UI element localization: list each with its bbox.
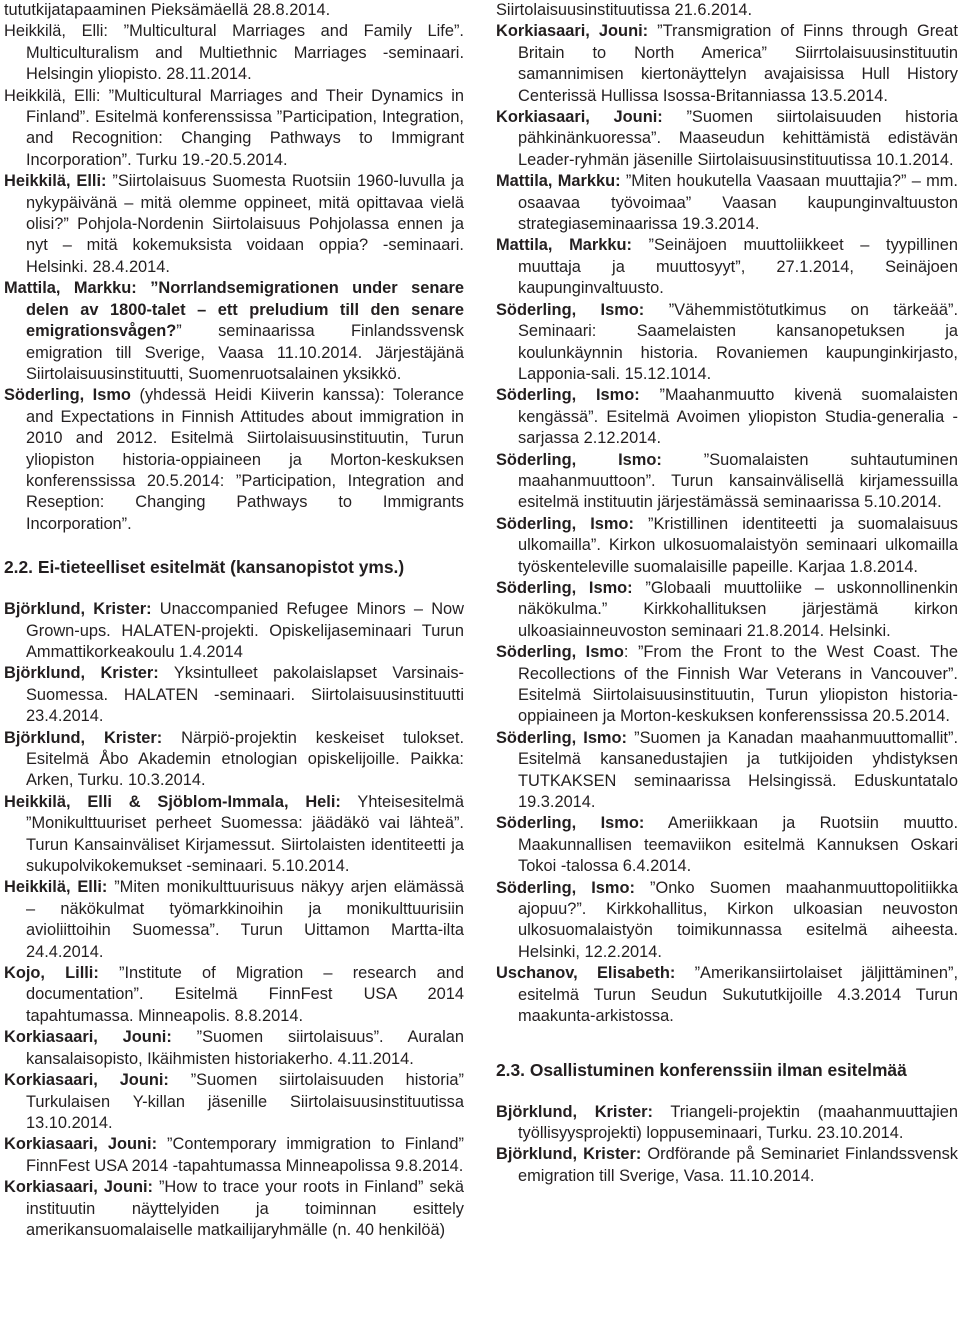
left-column — [4, 0, 464, 1241]
list-item — [4, 728, 464, 792]
entry-author: Uschanov, Elisabeth: — [496, 964, 676, 983]
list-item — [496, 813, 958, 877]
entry-author: Korkiasaari, Jouni: — [4, 1028, 172, 1047]
entry-author: Söderling, Ismo — [496, 643, 624, 662]
entry-text: ” seminaarissa Finlandssvensk emigration till Sverige, Vaasa 11.10.2014. Järjestäjänä Siirtolaisuusinstituutti, Suomenruotsalainen yksikkö. — [26, 322, 464, 383]
list-item: Heikkilä, Elli: ”Multicultural Marriages and Their Dynamics in Finland”. Esitelmä konferenssissa ”Participation, Integration, and Recognition: Changing Pathways to Immigrant Incorporation”. Turku 19.-20.5.2014. — [4, 86, 464, 169]
list-item — [4, 599, 464, 663]
entry-author: Söderling, Ismo: — [496, 728, 627, 747]
entry-author: Heikkilä, Elli & Sjöblom-Immala, Heli: — [4, 792, 341, 811]
entry-text: ”How to trace your roots in Finland” sekä instituutin näyttelyiden ja toiminnan esittely amerikansuomalaiselle matkailijaryhmälle (n. 40 henkilöä) — [26, 1178, 464, 1239]
list-item — [496, 963, 958, 1027]
entry-author: Björklund, Krister: — [4, 664, 159, 683]
entry-text: ”Suomen ja Kanadan maahanmuuttomallit”. Esitelmä kansanedustajien ja tutkijoiden yhdistyksen TUTKAKSEN seminaarissa Helsingissä. Eduskuntatalo 19.3.2014. — [518, 728, 959, 812]
section-heading: 2.2. Ei-tieteelliset esitelmät (kansanopistot yms.) — [4, 557, 405, 578]
entry-text: Närpiö-projektin keskeiset tulokset. Esitelmä Åbo Akademin etnologian opiskelijoille. Paikka: Arken, Turku. 10.3.2014. — [26, 728, 464, 790]
entry-text: ”Miten monikulttuurisuus näkyy arjen elämässä – näkökulmat työmarkkinoihin ja monikulttuurisiin avioliittoihin Suomessa”. Turun Uittamon Martta-ilta 24.4.2014. — [26, 878, 464, 961]
continuation-line: Siirtolaisuusinstituutissa 21.6.2014. — [496, 1, 753, 19]
list-item — [4, 1027, 464, 1070]
list-item — [4, 1070, 464, 1134]
entry-text: ”Miten houkutella Vaasaan muuttajia?” – mm. osaavaa työvoimaa” Vaasan kaupunginvaltuuston strategiaseminaarissa 19.3.2014. — [518, 172, 958, 234]
entry-text: ”Suomen siirtolaisuuden historia” Turkulaisen Y-killan jäsenille Siirtolaisuusinstituutissa 13.10.2014. — [26, 1071, 464, 1132]
list-item — [496, 21, 958, 107]
entry-text: Yhteisesitelmä ”Monikulttuuriset perheet Suomessa: jäädäkö vai lähteä”. Turun Kansainväliset Kirjamessut. Siirtolaisten identiteetti ja sukupolvikokemukset -seminaari. 5.10.2014. — [26, 792, 464, 876]
list-item — [4, 1177, 464, 1241]
entry-text: Triangeli-projektin (maahanmuuttajien työllisyysprojekti) loppuseminaari, Turku. 23.10.2014. — [518, 1102, 959, 1142]
list-item — [4, 963, 464, 1027]
entry-author: Korkiasaari, Jouni: — [4, 1135, 158, 1154]
list-item — [4, 385, 464, 535]
list-item — [496, 300, 958, 386]
entry-author: Björklund, Krister: — [4, 600, 152, 619]
list-item — [4, 663, 464, 727]
entry-text: : ”From the Front to the West Coast. The Recollections of the Finnish War Veterans in Vancouver”. Esitelmä Siirtolaisuusinstituutin, Turun yliopiston historia-oppiaineen ja Morton-keskuksen konferenssissa 20.5.2014. — [518, 643, 958, 726]
list-item — [496, 728, 958, 814]
list-item — [4, 877, 464, 963]
list-item — [496, 385, 958, 449]
entry-author: Björklund, Krister: — [496, 1102, 653, 1121]
entry-text: ”Kristillinen identiteetti ja suomalaisuus ulkomailla”. Kirkon ulkosuomalaistyön seminaari ulkomailla työskenteleville suomalaisille papeille. Karjaa 1.8.2014. — [518, 514, 958, 576]
entry-text: Ameriikkaan ja Ruotsiin muutto. Maakunnallisen teemaviikon esitelmä Kannuksen Oskari Tokoi -talossa 6.4.2014. — [518, 814, 958, 876]
entry-text: Unaccompanied Refugee Minors – Now Grown-ups. HALATEN-projekti. Opiskelijaseminaari Turun Ammattikorkeakoulu 1.4.2014 — [26, 600, 465, 661]
entry-author: Söderling, Ismo: — [496, 450, 662, 469]
entry-author: Söderling, Ismo: — [496, 386, 640, 405]
list-item — [4, 278, 464, 385]
entry-author: Mattila, Markku: — [4, 279, 137, 298]
entry-text: ”Contemporary immigration to Finland” FinnFest USA 2014 -tapahtumassa Minneapolissa 9.8.2014. — [26, 1135, 464, 1175]
entry-text: (yhdessä Heidi Kiiverin kanssa): Tolerance and Expectations in Finnish Attitudes about immigration in 2010 and 2012. Esitelmä Siirtolaisuusinstituutin, Turun yliopiston historia-oppiaineen ja Morton-keskuksen konferenssissa 20.5.2014: ”Participation, Integration and Reseption: Changing Pathways to Immigrants Incorporation”. — [26, 386, 464, 533]
list-item — [496, 1144, 958, 1187]
entry-text: Ordförande på Seminariet Finlandssvensk emigration till Sverige, Vasa. 11.10.2014. — [518, 1145, 958, 1185]
entry-author: Söderling, Ismo: — [496, 878, 635, 897]
entry-text: ”Siirtolaisuus Suomesta Ruotsiin 1960-luvulla ja nykypäivänä – mitä olemme oppineet, mitä opittavaa vielä olisi?” Pohjola-Nordenin Siirtolaisuus Pohjolassa ennen ja nyt – mitä kokemuksista voidaan oppia? -seminaari. Helsinki. 28.4.2014. — [26, 172, 464, 276]
entry-author: Söderling, Ismo: — [496, 814, 645, 833]
list-item — [496, 642, 958, 728]
entry-author: Söderling, Ismo: — [496, 578, 633, 597]
list-item — [496, 878, 958, 964]
list-item — [496, 107, 958, 171]
continuation-line: tututkijatapaaminen Pieksämäellä 28.8.2014. — [4, 1, 331, 19]
entry-text: ”Maahanmuutto kivenä suomalaisten kengässä”. Esitelmä Avoimen yliopiston Studia-generalia -sarjassa 2.12.2014. — [518, 386, 958, 448]
list-item — [496, 450, 958, 514]
entry-text: ”Suomalaisten suhtautuminen maahanmuuttoon”. Turun kansainvälisellä kirjamessuilla esitelmä instituutin järjestämässä seminaarissa 5.10.2014. — [518, 450, 958, 512]
entry-title: ”Norrlandsemigrationen under senare delen av 1800-talet – ett preludium till den senare emigrationsvågen? — [26, 279, 464, 341]
entry-author: Björklund, Krister: — [496, 1145, 642, 1164]
list-item: Heikkilä, Elli: ”Multicultural Marriages and Family Life”. Multiculturalism and Multiethnic Marriages -seminaari. Helsingin yliopisto. 28.11.2014. — [4, 22, 464, 84]
list-item — [4, 171, 464, 278]
list-item — [496, 514, 958, 578]
entry-author: Söderling, Ismo — [4, 386, 131, 405]
entry-text: ”Institute of Migration – research and documentation”. Esitelmä FinnFest USA 2014 tapahtumassa. Minneapolis. 8.8.2014. — [26, 964, 464, 1025]
entry-text: Yksintulleet pakolaislapset Varsinais-Suomessa. HALATEN -seminaari. Siirtolaisuusinstituutti 23.4.2014. — [26, 664, 465, 726]
list-item — [4, 792, 464, 878]
entry-text: ”Vähemmistötutkimus on tärkeää”. Seminaari: Saamelaisten kansanopetuksen ja koulunkäynnin historia. Rovaniemen kaupunginkirjasto, Lapponia-sali. 15.12.1014. — [518, 300, 958, 383]
entry-text: ”Seinäjoen muuttoliikkeet – tyypillinen muuttaja ja muuttosyyt”, 27.1.2014, Seinäjoen kaupunginvaltuusto. — [518, 236, 958, 298]
list-item — [496, 578, 958, 642]
entry-author: Korkiasaari, Jouni: — [4, 1178, 153, 1197]
entry-author: Söderling, Ismo: — [496, 514, 634, 533]
entry-author: Heikkilä, Elli: — [4, 172, 107, 191]
entry-text: ”Suomen siirtolaisuus”. Auralan kansalaisopisto, Ikäihmisten historiakerho. 4.11.2014. — [26, 1028, 464, 1068]
entry-author: Heikkilä, Elli: — [4, 878, 108, 897]
entry-text: ”Suomen siirtolaisuuden historia pähkinänkuoressa”. Maaseudun kehittämistä edistävän Leader-ryhmän jäsenille Siirtolaisuusinstituutissa 10.1.2014. — [518, 108, 958, 169]
entry-author: Korkiasaari, Jouni: — [4, 1071, 169, 1090]
entry-author: Korkiasaari, Jouni: — [496, 22, 649, 41]
entry-text: ”Transmigration of Finns through Great Britain to North America” Siirrtolaisuusinstituutin samannimisen kiertonäyttelyn avajaisissa Hull History Centerissä Hullissa Isossa-Britanniassa 13.5.2014. — [518, 22, 958, 105]
entry-text: ”Globaali muuttoliike – uskonnollinenkin näkökulma.” Kirkkohallituksen järjestämä kirkon ulkoasiainneuvoston seminaari 21.8.2014. Helsinki. — [518, 578, 958, 640]
entry-author: Björklund, Krister: — [4, 728, 163, 747]
entry-author: Mattila, Markku: — [496, 236, 632, 255]
entry-author: Korkiasaari, Jouni: — [496, 108, 663, 127]
list-item — [4, 1134, 464, 1177]
entry-author: Söderling, Ismo: — [496, 300, 645, 319]
section-heading: 2.3. Osallistuminen konferenssiin ilman esitelmää — [496, 1059, 907, 1080]
entry-author: Kojo, Lilli: — [4, 964, 99, 983]
entry-author: Mattila, Markku: — [496, 172, 621, 191]
right-column — [496, 0, 958, 1187]
list-item — [496, 171, 958, 235]
entry-text: ”Onko Suomen maahanmuuttopolitiikka ajopuu?”. Kirkkohallitus, Kirkon ulkoasian neuvoston ulkosuomalaistyön toimikunnassa esitelmä aiheesta. Helsinki, 12.2.2014. — [518, 878, 958, 961]
list-item — [496, 235, 958, 299]
list-item — [496, 1102, 958, 1145]
entry-text: ”Amerikansiirtolaiset jäljittäminen”, esitelmä Turun Seudun Sukututkijoille 4.3.2014 Turun maakunta-arkistossa. — [518, 964, 958, 1026]
